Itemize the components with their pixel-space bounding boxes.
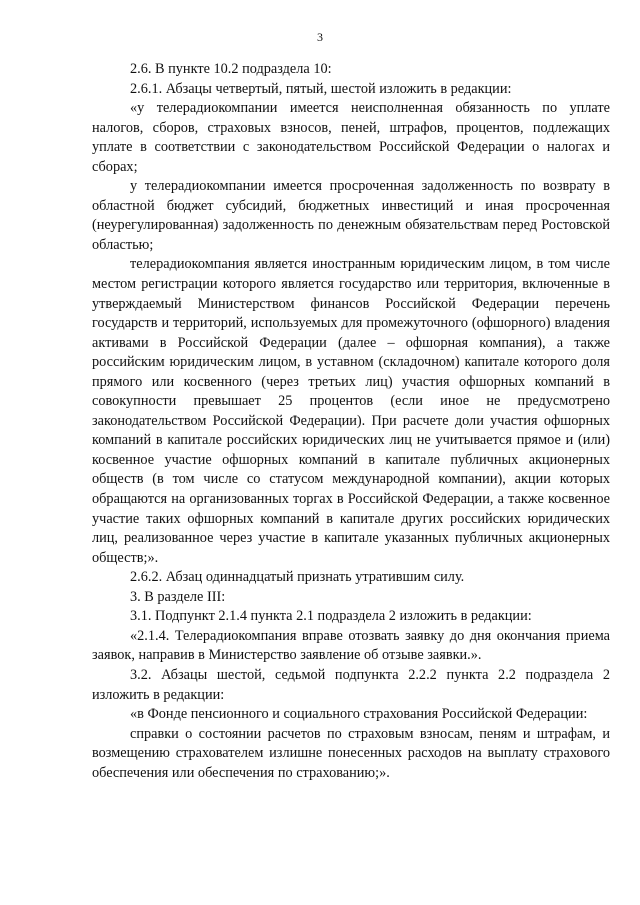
paragraph: «2.1.4. Телерадиокомпания вправе отозвать заявку до дня окончания приема заявок, направив в Министерство заявление об отзыве заявки.».	[92, 627, 610, 664]
document-body	[92, 60, 610, 783]
paragraph: 2.6. В пункте 10.2 подраздела 10:	[130, 61, 332, 77]
paragraph: 3.1. Подпункт 2.1.4 пункта 2.1 подраздела 2 изложить в редакции:	[130, 608, 532, 625]
paragraph: 2.6.1. Абзацы четвертый, пятый, шестой изложить в редакции:	[130, 80, 512, 97]
paragraph: «в Фонде пенсионного и социального страхования Российской Федерации:	[130, 706, 588, 723]
paragraph: «у телерадиокомпании имеется неисполненная обязанность по уплате налогов, сборов, страховых взносов, пеней, штрафов, процентов, подлежащих уплате в соответствии с законодательством Российской Федерации о налогах и сборах;	[92, 100, 610, 175]
paragraph: телерадиокомпания является иностранным юридическим лицом, в том числе местом регистрации которого является государство или территория, включенные в утверждаемый Министерством финансов Российской Федерации перечень государств и территорий, используемых для промежуточного (офшорного) владения активами в Российской Федерации (далее – офшорная компания), а также российским юридическим лицом, в уставном (складочном) капитале которого доля прямого или косвенного (через третьих лиц) участия офшорных компаний в совокупности превышает 25 процентов (если иное не предусмотрено законодательством Российской Федерации). При расчете доли участия офшорных компаний в капитале российских юридических лиц не учитывается прямое и (или) косвенное участие офшорных компаний в капитале публичных акционерных обществ (в том числе со статусом международной компании), акции которых обращаются на организованных торгах в Российской Федерации, а также косвенное участие таких офшорных компаний в капитале других российских юридических лиц, реализованное через участие в капитале указанных публичных акционерных обществ;».	[92, 256, 610, 566]
paragraph: 3. В разделе III:	[130, 588, 226, 605]
paragraph: 3.2. Абзацы шестой, седьмой подпункта 2.2.2 пункта 2.2 подраздела 2 изложить в редакции:	[92, 666, 610, 703]
paragraph: справки о состоянии расчетов по страховым взносам, пеням и штрафам, и возмещению страхователем излишне понесенных расходов на выплату страхового обеспечения или обеспечения по страхованию;».	[92, 725, 610, 781]
paragraph: у телерадиокомпании имеется просроченная задолженность по возврату в областной бюджет субсидий, бюджетных инвестиций и иная просроченная (неурегулированная) задолженность по денежным обязательствам перед Ростовской областью;	[92, 178, 610, 253]
page-number: 3	[317, 30, 323, 44]
paragraph: 2.6.2. Абзац одиннадцатый признать утратившим силу.	[130, 569, 465, 586]
